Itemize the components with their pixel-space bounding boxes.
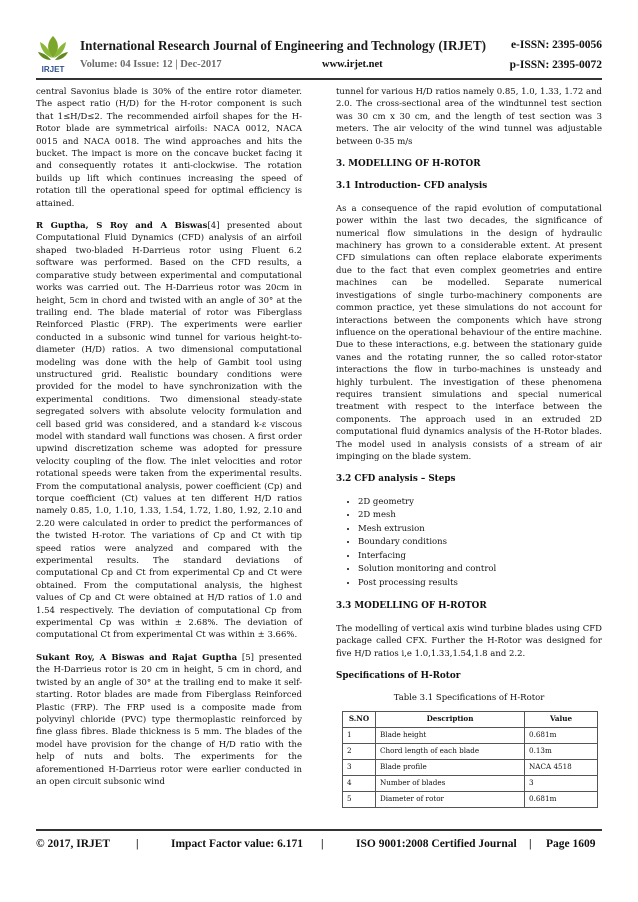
table-cell: 5 [343, 791, 376, 807]
table-cell: Blade height [376, 727, 525, 743]
footer-divider [36, 829, 602, 831]
table-cell: 2 [343, 743, 376, 759]
page-footer [36, 838, 602, 854]
journal-title: International Research Journal of Engineering and Technology (IRJET) [80, 38, 487, 53]
paragraph-modelling: The modelling of vertical axis wind turbine blades using CFD package called CFX. Further the H-Rotor was designed for five H/D ratios i,e 1.0,1.33,1.54,1.8 and 2.2. [336, 623, 602, 659]
section-heading-3-3: 3.3 MODELLING OF H-ROTOR [336, 601, 487, 612]
right-column [336, 86, 602, 808]
list-item: • 2D mesh [358, 509, 602, 523]
author-names: Sukant Roy, A Biswas and Rajat Guptha [36, 652, 238, 663]
e-issn: e-ISSN: 2395-0056 [510, 39, 602, 51]
footer-iso: ISO 9001:2008 Certified Journal [356, 838, 517, 850]
header-divider [36, 78, 602, 80]
paragraph-wind-tunnel: tunnel for various H/D ratios namely 0.85, 1.0, 1.33, 1.72 and 2.0. The cross-sectional area of the windtunnel test section was 30 cm x 30 cm, and the length of test section was 3 meters. The air velocity of the wind tunnel was adjustable between 0-35 m/s [336, 87, 602, 147]
section-heading-3: 3. MODELLING OF H-ROTOR [336, 159, 481, 170]
table-cell: Blade profile [376, 759, 525, 775]
irjet-logo [36, 34, 70, 74]
table-row [343, 775, 598, 791]
footer-page-number: Page 1609 [546, 838, 596, 850]
footer-copyright: © 2017, IRJET [36, 838, 111, 850]
spec-heading: Specifications of H-Rotor [336, 670, 461, 681]
table-row [343, 727, 598, 743]
table-row [343, 759, 598, 775]
table-caption: Table 3.1 Specifications of H-Rotor [393, 693, 545, 704]
table-header: S.NO [343, 711, 376, 727]
table-cell: Number of blades [376, 775, 525, 791]
author-names: R Guptha, S Roy and A Biswas [36, 221, 208, 232]
footer-separator: | [136, 838, 139, 850]
table-cell: 0.681m [525, 727, 598, 743]
paragraph-roy-review [36, 652, 302, 788]
table-cell: 0.13m [525, 743, 598, 759]
section-heading-3-2: 3.2 CFD analysis – Steps [336, 474, 456, 485]
journal-header [36, 34, 602, 74]
footer-separator: | [321, 838, 324, 850]
table-cell: Diameter of rotor [376, 791, 525, 807]
table-cell: 3 [525, 775, 598, 791]
section-heading-3-1: 3.1 Introduction- CFD analysis [336, 181, 488, 192]
footer-impact-factor: Impact Factor value: 6.171 [171, 838, 304, 850]
list-item: • Interfacing [358, 550, 602, 564]
list-item: • Mesh extrusion [358, 523, 602, 537]
p-issn: p-ISSN: 2395-0072 [509, 59, 602, 71]
journal-website-link[interactable]: www.irjet.net [322, 59, 383, 70]
table-cell: 0.681m [525, 791, 598, 807]
list-item: • Boundary conditions [358, 536, 602, 550]
footer-separator: | [529, 838, 532, 850]
table-cell: NACA 4518 [525, 759, 598, 775]
table-cell: 1 [343, 727, 376, 743]
paragraph-savonius: central Savonius blade is 30% of the entire rotor diameter. The aspect ratio (H/D) for the H-rotor component is such that 1≤H/D≤2. The recommended airfoil shapes for the H-Rotor blade are symmetrical airfoils: NACA 0012, NACA 0015 and NACA 0018. The wind approaches and hits the bucket. The impact is more on the concave bucket facing it and consequently rotates it anti-clockwise. The rotation builds up lift which continues increasing the speed of rotation till the operational speed for optimal efficiency is attained. [36, 87, 302, 209]
spec-table [342, 711, 598, 808]
table-header-row [343, 711, 598, 727]
table-row [343, 791, 598, 807]
list-item: • Solution monitoring and control [358, 563, 602, 577]
table-cell: 4 [343, 775, 376, 791]
table-header: Value [525, 711, 598, 727]
paragraph-guptha-review [36, 220, 302, 642]
cfd-steps-list [336, 496, 602, 591]
left-column [36, 86, 302, 798]
list-item: • 2D geometry [358, 496, 602, 510]
review-text: [4] presented about Computational Fluid Dynamics (CFD) analysis of an airfoil shaped two-bladed H-Darrieus rotor using Fluent 6.2 software was performed. Based on the CFD results, a comparative study between experimental and computational works was carried out. The H-Darrieus rotor was 20cm in height, 5cm in chord and twisted with an angle of 30° at the trailing end. The blade material of rotor was Fiberglass Reinforced Plastic (FRP). The experiments were earlier conducted in a subsonic wind tunnel for various height-to-diameter (H/D) ratios. A two dimensional computational modeling was done with the help of Gambit tool using unstructured grid. Realistic boundary conditions were provided for the model to have synchronization with the experimental conditions. Two dimensional steady-state segregated solvers with absolute velocity formulation and cell based grid was considered, and a standard k-ε viscous model with standard wall functions was chosen. A first order upwind discretization scheme was adopted for pressure velocity coupling of the flow. The inlet velocities and rotor rotational speeds were taken from the experimental results. From the computational analysis, power coefficient (Cp) and torque coefficient (Ct) values at ten different H/D ratios namely 0.85, 1.0, 1.10, 1.33, 1.54, 1.72, 1.80, 1.92, 2.10 and 2.20 were calculated in order to predict the performances of the twisted H-rotor. The variations of Cp and Ct with tip speed ratios were analyzed and compared with the experimental results. The standard deviations of computational Cp and Ct from experimental Cp and Ct were obtained. From the computational analysis, the highest values of Cp and Ct were obtained at H/D ratios of 1.0 and 1.54 respectively. The deviation of computational Cp from experimental Cp was within ± 2.68%. The deviation of computational Ct from experimental Ct was within ± 3.66%. [36, 221, 302, 641]
paragraph-cfd-intro: As a consequence of the rapid evolution of computational power within the last two decades, the significance of numerical flow simulations in the design of hydraulic machinery has grown to a considerable extent. At present CFD simulations can often replace elaborate experiments due to the fact that even complex geometries and entire machines can be modelled. Separate numerical investigations of single turbo-machinery components are common practice, yet these simulations do not account for interactions between the components which have strong influence on the operational behaviour of the entire machine. Due to these interactions, e.g. between the stationary guide vanes and the rotating runner, the so called rotor-stator interactions the flow in turbo-machines is unsteady and highly turbulent. The investigation of these phenomena requires transient simulations and special numerical treatment with respect to the interface between the components. The approach used in an extruded 2D computational fluid dynamics analysis of the H-Rotor blades. The model used in analysis consists of a stream of air impinging on the blade system. [336, 203, 602, 462]
table-cell: Chord length of each blade [376, 743, 525, 759]
table-cell: 3 [343, 759, 376, 775]
table-header: Description [376, 711, 525, 727]
table-row [343, 743, 598, 759]
review-text: [5] presented the H-Darrieus rotor is 20 cm in height, 5 cm in chord, and twisted by an angle of 30° at the trailing end to make it self-starting. Rotor blades are made from Fiberglass Reinforced Plastic (FRP). The FRP used is a composite made from polyvinyl chloride (PVC) type thermoplastic reinforced by fine glass fibres. Blade thickness is 5 mm. The blades of the model have provision for the change of H/D ratio with the help of nuts and bolts. The experiments for the aforementioned H-Darrieus rotor were earlier conducted in an open circuit subsonic wind [36, 652, 302, 787]
list-item: • Post processing results [358, 577, 602, 591]
volume-issue: Volume: 04 Issue: 12 | Dec-2017 [80, 59, 222, 70]
logo-text: IRJET [41, 65, 65, 74]
